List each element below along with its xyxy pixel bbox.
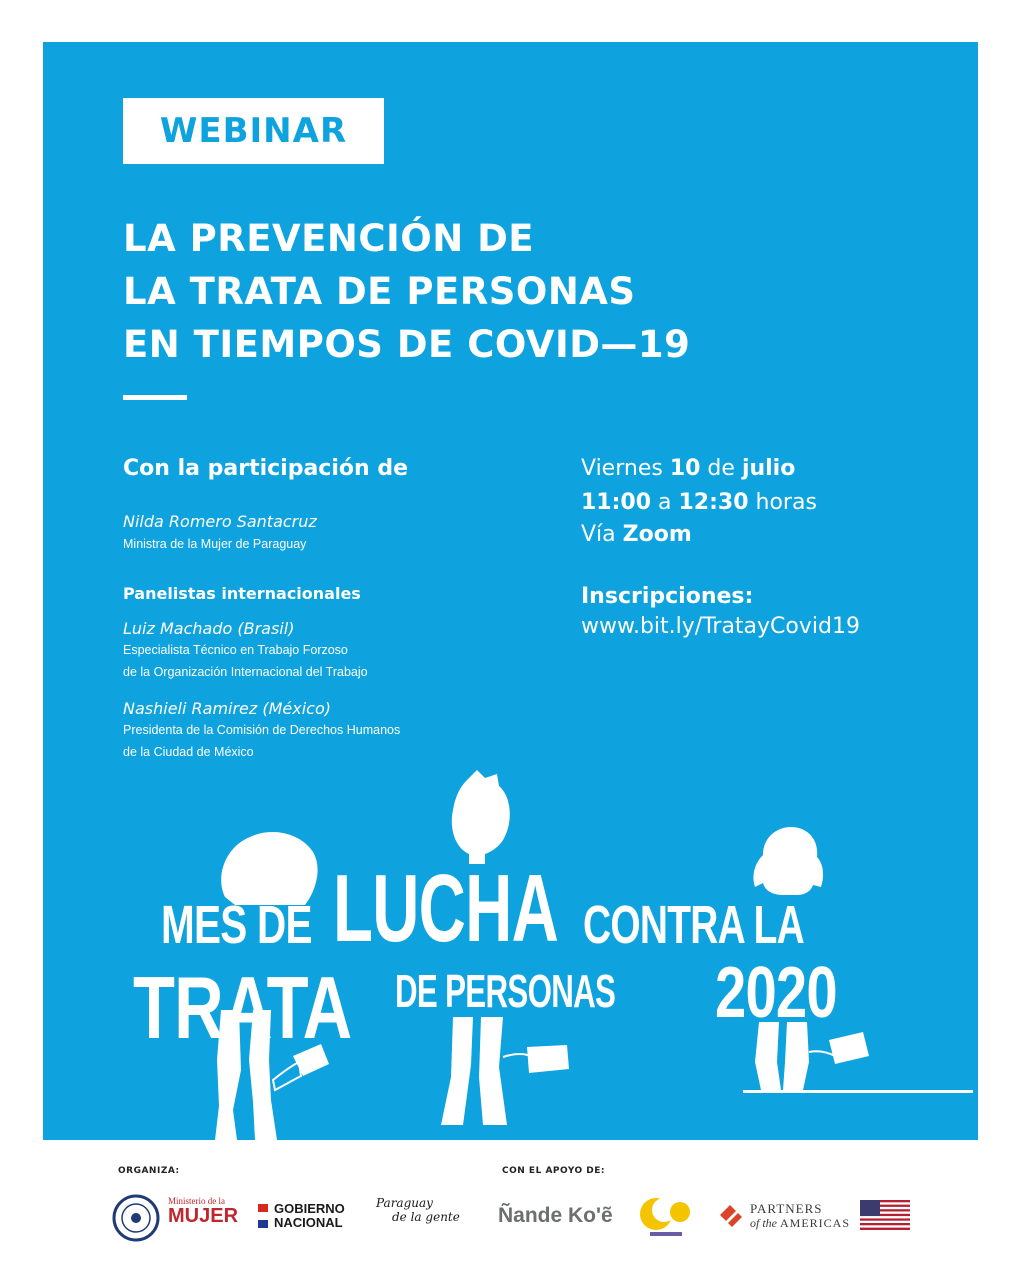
- host-role: Ministra de la Mujer de Paraguay: [123, 537, 307, 551]
- partners-of-the-americas-logo: [718, 1202, 850, 1230]
- ministerio-small-text: Ministerio de la: [168, 1196, 225, 1206]
- panelist-role: de la Ciudad de México: [123, 745, 254, 759]
- panelist-name: Nashieli Ramirez (México): [123, 699, 332, 718]
- gobierno-line-1: GOBIERNO: [274, 1201, 345, 1216]
- nande-koe-text: Ñande Ko'ẽ: [498, 1204, 613, 1227]
- panelist-role: Presidenta de la Comisión de Derechos Humanos: [123, 723, 401, 737]
- paraguay-line-2: de la gente: [392, 1210, 460, 1224]
- ground-line: [743, 1090, 973, 1093]
- partners-line-1: PARTNERS: [750, 1201, 823, 1216]
- gobierno-nacional-logo: [258, 1202, 345, 1230]
- host-name: Nilda Romero Santacruz: [123, 512, 317, 531]
- time-end: 12:30: [678, 490, 749, 515]
- month: julio: [741, 456, 796, 481]
- day-number: 10: [669, 456, 701, 481]
- paraguay-de-la-gente-logo: [376, 1196, 460, 1224]
- webinar-badge: [123, 98, 384, 164]
- panelist-name: Luiz Machado (Brasil): [123, 619, 295, 638]
- partners-americas: AMERICAS: [780, 1216, 851, 1230]
- registration-link[interactable]: www.bit.ly/TratayCovid19: [581, 614, 860, 639]
- partners-mark-icon: [718, 1203, 744, 1229]
- campaign-word: TRATA: [133, 958, 352, 1057]
- apoyo-label: CON EL APOYO DE:: [502, 1166, 606, 1176]
- campaign-word: 2020: [715, 953, 837, 1033]
- title-line: EN TIEMPOS DE COVID—19: [123, 323, 691, 366]
- title-divider: [123, 395, 187, 400]
- luna-nueva-logo: [636, 1192, 694, 1242]
- time-mid: a: [651, 490, 679, 515]
- campaign-word: CONTRA LA: [583, 895, 805, 955]
- webinar-poster: [43, 42, 978, 1140]
- flag-icon: [258, 1204, 268, 1228]
- child-head-silhouette: [749, 825, 829, 897]
- participation-heading: Con la participación de: [123, 456, 408, 481]
- ministerio-big-text: MUJER: [168, 1205, 239, 1227]
- registration-heading: Inscripciones:: [581, 584, 754, 609]
- event-platform: [581, 522, 692, 547]
- campaign-word: DE PERSONAS: [395, 965, 616, 1017]
- panelists-heading: Panelistas internacionales: [123, 584, 361, 603]
- organiza-label: ORGANIZA:: [118, 1166, 180, 1176]
- gobierno-line-2: NACIONAL: [274, 1215, 343, 1230]
- panelist-role: Especialista Técnico en Trabajo Forzoso: [123, 643, 348, 657]
- event-time: [581, 490, 817, 515]
- time-suffix: horas: [748, 490, 817, 515]
- paraguay-seal-logo: [112, 1194, 160, 1242]
- ministerio-mujer-logo: [168, 1196, 238, 1226]
- webinar-badge-label: WEBINAR: [159, 111, 348, 151]
- event-title: [123, 212, 690, 371]
- campaign-word: LUCHA: [333, 855, 559, 962]
- title-line: LA TRATA DE PERSONAS: [123, 270, 636, 313]
- event-date: [581, 456, 795, 481]
- time-start: 11:00: [581, 490, 652, 515]
- partners-of-the: of the: [750, 1216, 780, 1230]
- via-prefix: Vía: [581, 522, 623, 547]
- campaign-word: MES DE: [161, 895, 312, 955]
- nande-koe-logo: [498, 1204, 613, 1228]
- title-line: LA PREVENCIÓN DE: [123, 217, 535, 260]
- panelist-role: de la Organización Internacional del Trabajo: [123, 665, 368, 679]
- paraguay-line-1: Paraguay: [376, 1196, 433, 1210]
- day-prefix: Viernes: [581, 456, 670, 481]
- us-flag-icon: [860, 1200, 910, 1230]
- child-head-silhouette: [447, 770, 517, 865]
- legs-with-mask-silhouette: [441, 1017, 581, 1127]
- via-platform: Zoom: [622, 522, 692, 547]
- day-mid: de: [700, 456, 742, 481]
